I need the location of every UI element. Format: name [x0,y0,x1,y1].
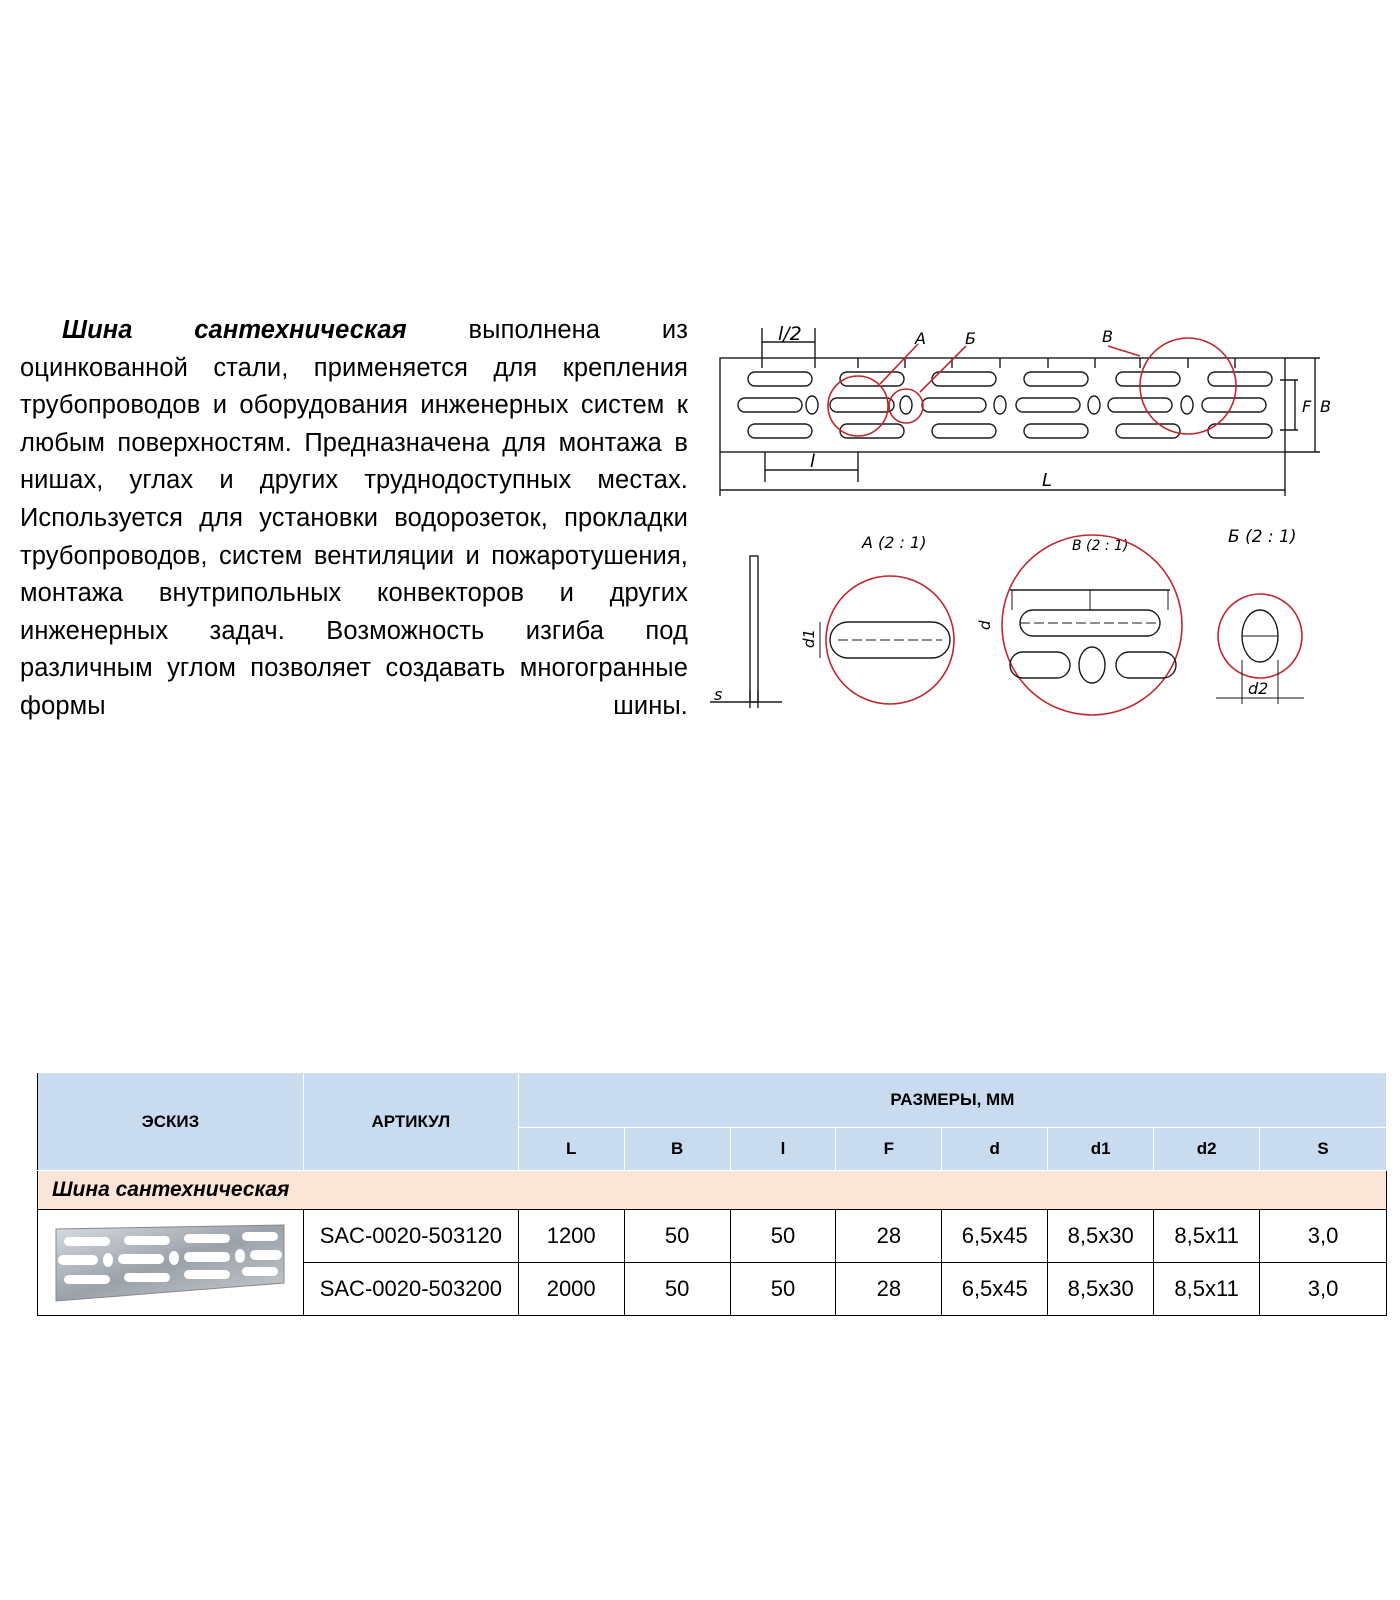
cell-d: 6,5x45 [942,1263,1048,1316]
cell-S: 3,0 [1260,1263,1387,1316]
label-detail-b: Б (2 : 1) [1228,527,1297,547]
header-col-S: S [1260,1128,1387,1171]
sketch-thumbnail-cell [38,1210,304,1316]
cell-S: 3,0 [1260,1210,1387,1263]
product-thumbnail-image [54,1223,286,1303]
callout-a-circle [828,376,888,436]
cell-l: 50 [730,1263,836,1316]
label-callout-a: А [915,329,926,348]
cell-d1: 8,5x30 [1048,1210,1154,1263]
label-callout-v: В [1102,327,1113,346]
description-text: выполнена из оцинкованной стали, применяется для крепления трубопроводов и оборудования инженерных систем к любым поверхностям. Предназначена для монтажа в нишах, углах и других труднодоступных местах. Используется для установки водорозеток, прокладки трубопроводов, систем вентиляции и пожаротушения, монтажа внутрипольных конвекторов и других инженерных задач. Возможность изгиба под различным углом позволяет создавать многогранные формы шины. [20,316,688,720]
header-col-d: d [942,1128,1048,1171]
cell-d1: 8,5x30 [1048,1263,1154,1316]
cell-l: 50 [730,1210,836,1263]
label-dim-d: d [976,620,994,630]
header-article: АРТИКУЛ [303,1073,518,1171]
header-col-d2: d2 [1154,1128,1260,1171]
label-detail-a: А (2 : 1) [862,533,927,552]
label-dim-f: F [1302,397,1312,416]
cell-d2: 8,5x11 [1154,1210,1260,1263]
group-row: Шина сантехническая [38,1171,1387,1210]
slots-row-top [748,372,1272,386]
header-col-d1: d1 [1048,1128,1154,1171]
table-row [38,1210,1387,1263]
cell-L: 1200 [518,1210,624,1263]
header-col-L: L [518,1128,624,1171]
cell-article: SAC-0020-503200 [303,1263,518,1316]
cell-article: SAC-0020-503120 [303,1210,518,1263]
label-dim-b: B [1320,397,1331,416]
cell-F: 28 [836,1263,942,1316]
detail-a [820,576,954,704]
slots-row-bottom [748,424,1272,438]
label-detail-v: В (2 : 1) [1072,538,1129,554]
cell-B: 50 [624,1263,730,1316]
label-dim-s: s [714,685,723,704]
description-paragraph [20,312,688,726]
product-name: Шина сантехническая [62,316,407,344]
cell-d: 6,5x45 [942,1210,1048,1263]
label-half-pitch: l/2 [778,323,802,345]
slots-row-middle [738,396,1266,414]
cell-d2: 8,5x11 [1154,1263,1260,1316]
header-col-B: B [624,1128,730,1171]
strip-top-notches [762,358,1235,368]
label-dim-d1: d1 [800,628,818,648]
spec-table [37,1072,1387,1316]
header-col-F: F [836,1128,942,1171]
label-dim-l: l [810,451,816,472]
header-col-l: l [730,1128,836,1171]
label-dim-length: L [1042,470,1053,491]
label-callout-b: Б [965,329,976,348]
cell-L: 2000 [518,1263,624,1316]
cell-B: 50 [624,1210,730,1263]
header-sketch: ЭСКИЗ [38,1073,304,1171]
label-dim-d2: d2 [1248,679,1269,698]
detail-v [1002,535,1182,715]
technical-drawing [714,320,1340,740]
cell-F: 28 [836,1210,942,1263]
header-dimensions: РАЗМЕРЫ, ММ [518,1073,1386,1128]
